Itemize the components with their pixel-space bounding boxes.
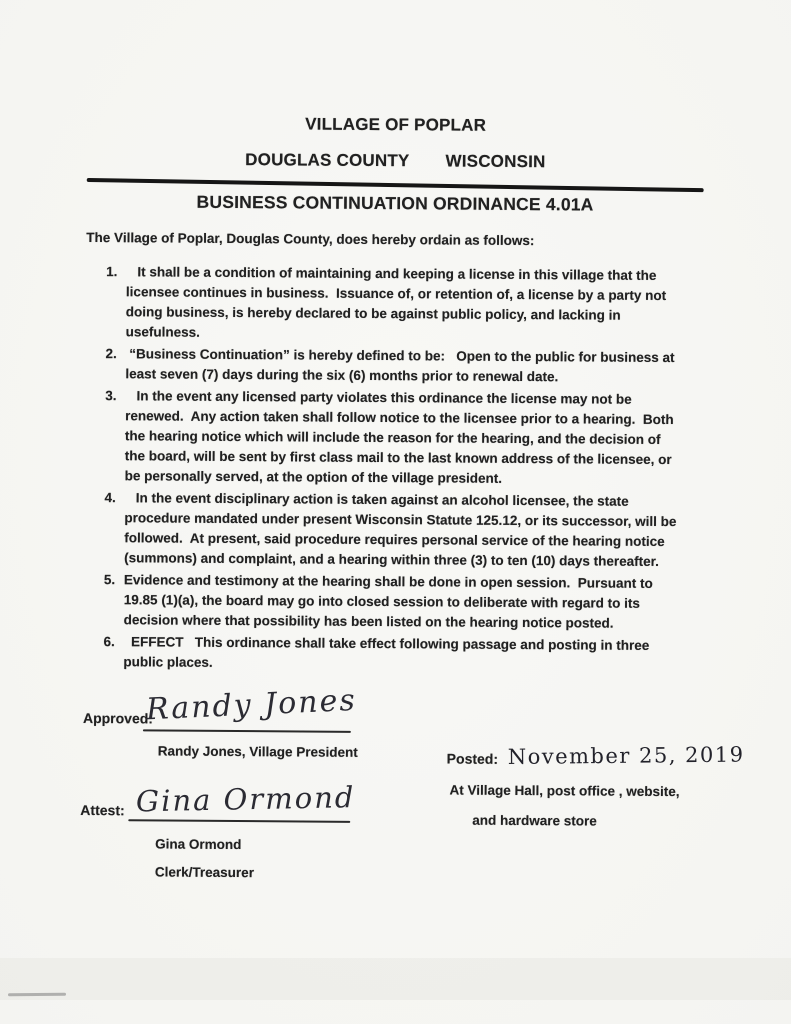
attest-label: Attest: [80,801,125,819]
ordinance-item [85,386,703,490]
ordinance-item-number: 2. [105,346,117,362]
attest-handwritten-signature: Gina Ormond [135,780,356,819]
county-state-title [87,149,704,173]
ordinance-item-list [83,262,703,676]
approved-printed-name: Randy Jones, Village President [157,743,358,760]
ordinance-item [86,262,704,346]
posted-handwritten-date: November 25, 2019 [507,742,745,770]
ordinance-item [85,344,702,388]
state-title: WISCONSIN [445,151,546,172]
attest-printed-name: Gina Ormond [155,836,242,853]
approved-signature-line [143,729,351,732]
posted-location-line1: At Village Hall, post office , website, [449,782,680,800]
ordinance-item-text: “Business Continuation” is hereby defined to be: Open to the public for business at least seven (7) days during the six (6) months prior to renewal date. [125,346,675,385]
village-title: VILLAGE OF POPLAR [305,114,487,135]
ordaining-clause: The Village of Poplar, Douglas County, does hereby ordain as follows: [86,229,535,249]
approved-handwritten-signature: Randy Jones [145,682,358,728]
ordinance-item-number: 1. [106,264,118,280]
ordinance-title: BUSINESS CONTINUATION ORDINANCE 4.01A [196,191,594,215]
ordinance-item [83,632,700,676]
ordinance-item-text: In the event disciplinary action is taken against an alcohol licensee, the state procedure mandated under present Wisconsin Statute 125.12, or its successor, will be followed. At present, said procedure requires personal service of the hearing notice (summons) and complaint, and a hearing within three (3) to ten (10) days thereafter. [124,490,677,569]
ordinance-item-text: In the event any licensed party violates this ordinance the license may not be renewed. Any action taken shall follow notice to the licensee prior to a hearing. Both the hearing notice which will include the reason for the hearing, and the decision of the board, will be sent by first class mail to the last known address of the licensee, or be personally served, at the option of the village president. [124,388,674,486]
ordinance-item-text: It shall be a condition of maintaining and keeping a license in this village that the licensee continues in business. Issuance of, or retention of, a license by a party not doing business, is hereby declared to be against public policy, and lacking in usefulness. [125,264,667,340]
ordinance-item-text: EFFECT This ordinance shall take effect following passage and posting in three public places. [123,634,650,670]
ordinance-item-number: 3. [105,388,117,404]
county-title: DOUGLAS COUNTY [245,150,410,171]
attest-printed-title: Clerk/Treasurer [154,864,255,881]
attest-signature-line [128,819,350,823]
scan-artifact-band [0,958,791,1000]
ordinance-item-number: 5. [103,572,116,588]
ordinance-item-text: Evidence and testimony at the hearing shall be done in open session. Pursuant to 19.85 (1)(a), the board may go into closed session to deliberate with regard to its decision where that possibility has been listed on the hearing notice posted. [123,572,653,631]
scan-artifact-dash [8,993,66,997]
ordinance-item-number: 6. [103,634,115,650]
ordinance-item [84,570,701,634]
ordinance-item-number: 4. [104,490,116,506]
approved-label: Approved: [82,709,154,727]
posted-location-line2: and hardware store [472,812,597,829]
posted-label: Posted: [446,750,499,767]
ordinance-item [84,488,702,572]
